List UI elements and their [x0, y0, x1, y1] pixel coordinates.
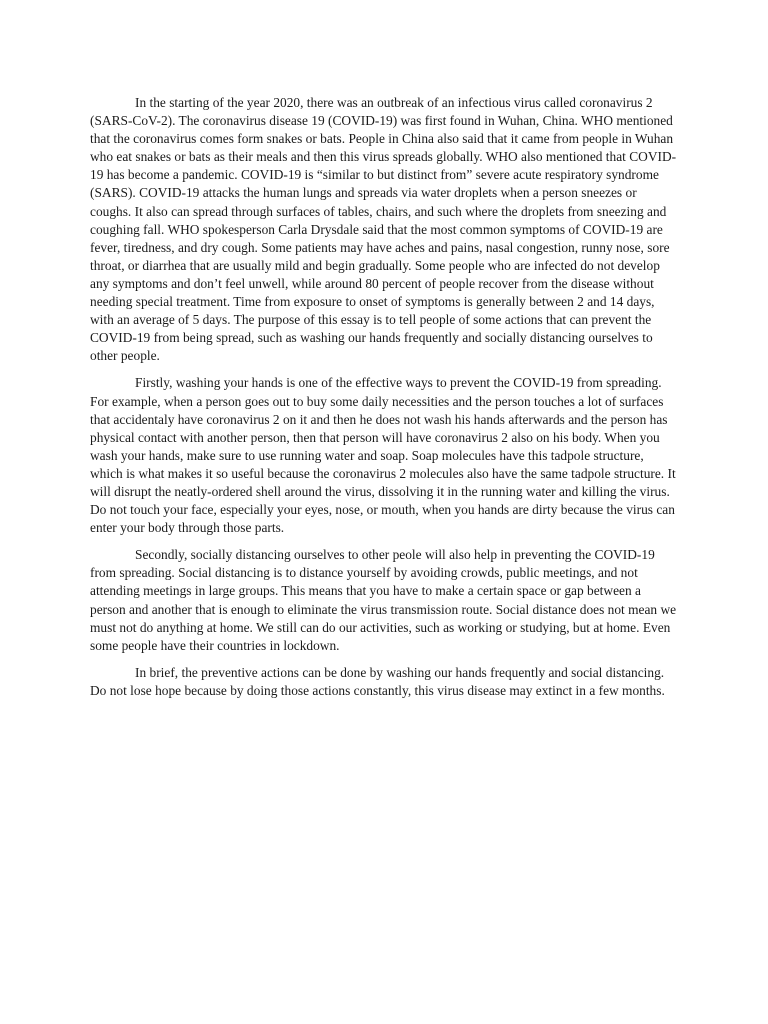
- paragraph-hand-washing: Firstly, washing your hands is one of the effective ways to prevent the COVID-19 from spreading. For example, when a person goes out to buy some daily necessities and the person touches a lot of surfaces that accidentaly have coronavirus 2 on it and then he does not wash his hands afterwards and the person has physical contact with another person, then that person will have coronavirus 2 also on his body. When you wash your hands, make sure to use running water and soap. Soap molecules have this tadpole structure, which is what makes it so useful because the coronavirus 2 molecules also have the same tadpole structure. It will disrupt the neatly-ordered shell around the virus, dissolving it in the running water and killing the virus. Do not touch your face, especially your eyes, nose, or mouth, when you hands are dirty because the virus can enter your body through those parts.: [90, 375, 676, 536]
- paragraph-social-distancing: Secondly, socially distancing ourselves to other peole will also help in preventing the COVID-19 from spreading. Social distancing is to distance yourself by avoiding crowds, public meetings, and not attending meetings in large groups. This means that you have to make a certain space or gap between a person and another that is enough to eliminate the virus transmission route. Social distance does not mean we must not do anything at home. We still can do our activities, such as working or studying, but at home. Even some people have their countries in lockdown.: [90, 547, 677, 653]
- document-page: [90, 94, 678, 709]
- paragraph-conclusion: In brief, the preventive actions can be done by washing our hands frequently and social distancing. Do not lose hope because by doing those actions constantly, this virus disease may extinct in a few months.: [90, 664, 665, 698]
- paragraph-introduction: In the starting of the year 2020, there was an outbreak of an infectious virus called coronavirus 2 (SARS-CoV-2). The coronavirus disease 19 (COVID-19) was first found in Wuhan, China. WHO mentioned that the coronavirus comes form snakes or bats. People in China also said that it came from people in Wuhan who eat snakes or bats as their meals and then this virus spreads globally. WHO also mentioned that COVID-19 has become a pandemic. COVID-19 is “similar to but distinct from” severe acute respiratory syndrome (SARS). COVID-19 attacks the human lungs and spreads via water droplets when a person sneezes or coughs. It also can spread through surfaces of tables, chairs, and such where the droplets from sneezing and coughing fall. WHO spokesperson Carla Drysdale said that the most common symptoms of COVID-19 are fever, tiredness, and dry cough. Some patients may have aches and pains, nasal congestion, runny nose, sore throat, or diarrhea that are usually mild and begin gradually. Some people who are infected do not develop any symptoms and don’t feel unwell, while around 80 percent of people recover from the disease without needing special treatment. Time from exposure to onset of symptoms is generally between 2 and 14 days, with an average of 5 days. The purpose of this essay is to tell people of some actions that can prevent the COVID-19 from being spread, such as washing our hands frequently and socially distancing ourselves to other people.: [90, 95, 677, 364]
